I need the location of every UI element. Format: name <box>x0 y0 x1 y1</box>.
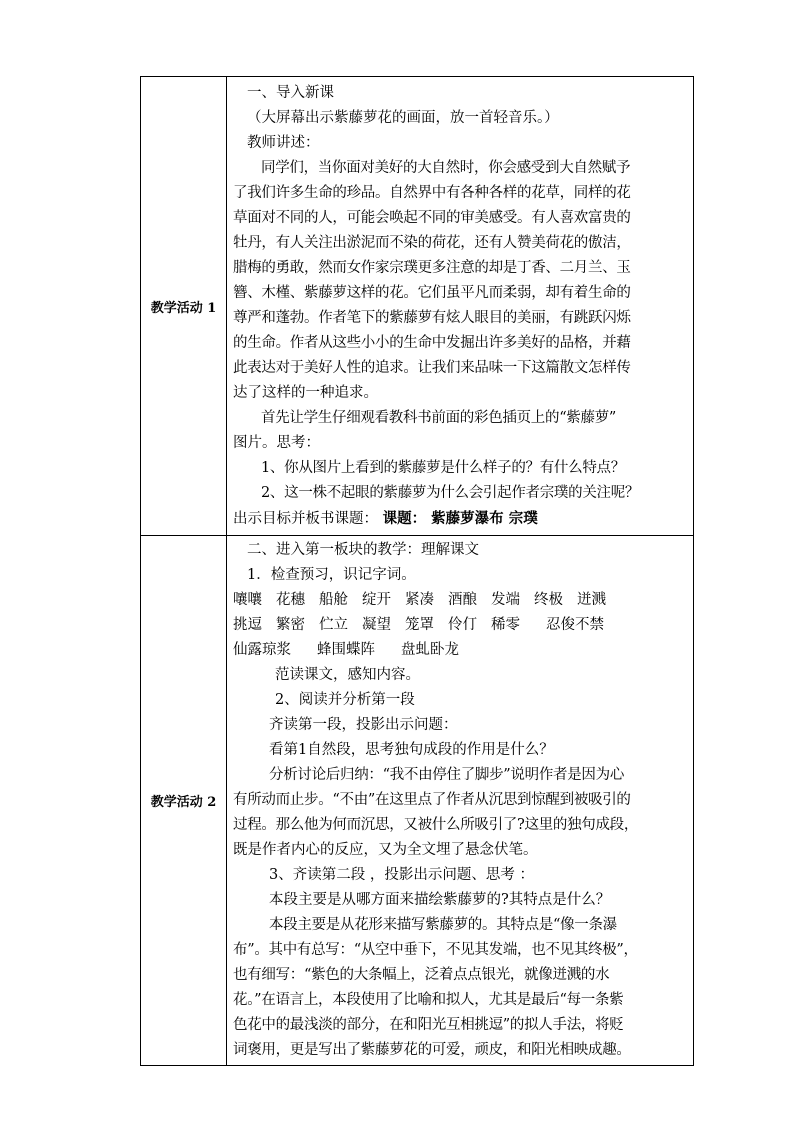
activity-label: 教学活动 2 <box>141 536 227 1066</box>
vocab-word: 嚷嚷 <box>233 592 262 608</box>
paragraph-line: 了我们许多生命的珍品。自然界中有各种各样的花草，同样的花 <box>233 184 631 201</box>
step-1: 1．检查预习，识记字词。 <box>247 567 416 583</box>
step-2-question: 看第1自然段，思考独句成段的作用是什么？ <box>269 742 554 758</box>
section-heading: 一、导入新课 <box>247 84 334 101</box>
question-2: 2、这一株不起眼的紫藤萝为什么会引起作者宗璞的关注呢？ <box>261 484 640 501</box>
vocab-row-1 <box>233 588 689 613</box>
vocab-word: 发端 <box>491 592 520 608</box>
paragraph-line: 草面对不同的人，可能会唤起不同的审美感受。有人喜欢富贵的 <box>233 209 631 226</box>
paragraph-line: 牡丹，有人关注出淤泥而不染的荷花，还有人赞美荷花的傲洁， <box>233 234 631 251</box>
vocab-row-2 <box>233 613 689 638</box>
question-1: 1、你从图片上看到的紫藤萝是什么样子的？有什么特点？ <box>261 459 625 476</box>
paragraph-line: 尊严和蓬勃。作者笔下的紫藤萝有炫人眼目的美丽，有跳跃闪烁 <box>233 309 631 326</box>
section-heading: 二、进入第一板块的教学：理解课文 <box>247 542 479 558</box>
vocab-word: 繁密 <box>276 617 305 633</box>
board-prefix: 出示目标并板书课题： <box>233 510 378 527</box>
step-2-read: 齐读第一段，投影出示问题： <box>269 717 458 733</box>
paragraph-line: 词褒用，更是写出了紫藤萝花的可爱，顽皮，和阳光相映成趣。 <box>233 1042 631 1058</box>
paragraph-line: 的生命。作者从这些小小的生命中发掘出许多美好的品格，并藉 <box>233 334 631 351</box>
vocab-word: 伫立 <box>319 617 348 633</box>
teacher-intro: 教师讲述： <box>247 134 320 151</box>
vocab-word: 仙露琼浆 <box>233 642 291 658</box>
vocab-word: 稀零 <box>491 617 520 633</box>
vocab-word: 盘虬卧龙 <box>401 642 459 658</box>
paragraph-line: 同学们，当你面对美好的大自然时，你会感受到大自然赋予 <box>261 159 631 176</box>
lesson-plan-table <box>140 76 694 1066</box>
vocab-word: 蜂围蝶阵 <box>317 642 375 658</box>
activity-content <box>227 536 694 1066</box>
vocab-word: 忍俊不禁 <box>546 617 604 633</box>
paragraph-line: 达了这样的一种追求。 <box>233 384 378 401</box>
vocab-word: 挑逗 <box>233 617 262 633</box>
table-row <box>141 536 694 1066</box>
paragraph-line: 既是作者内心的反应，又为全文埋了悬念伏笔。 <box>233 842 538 858</box>
activity-label: 教学活动 1 <box>141 77 227 536</box>
paragraph-line: 本段主要是从花形来描写紫藤萝的。其特点是“像一条瀑 <box>269 917 617 933</box>
paragraph-line: 分析讨论后归纳：“我不由停住了脚步”说明作者是因为心 <box>269 767 625 783</box>
paragraph-line: 花。”在语言上，本段使用了比喻和拟人，尤其是最后“每一条紫 <box>233 992 624 1008</box>
paragraph-line: 也有细写：“紫色的大条幅上，泛着点点银光，就像迸溅的水 <box>233 967 610 983</box>
step-3: 3、齐读第二段 ，投影出示问题、思考 ： <box>269 867 534 883</box>
paragraph-line: 簪、木槿、紫藤萝这样的花。它们虽平凡而柔弱，却有着生命的 <box>233 284 631 301</box>
vocab-word: 伶仃 <box>448 617 477 633</box>
vocab-word: 紧凑 <box>405 592 434 608</box>
paragraph-line: 有所动而止步。“不由”在这里点了作者从沉思到惊醒到被吸引的 <box>233 792 631 808</box>
vocab-word: 终极 <box>534 592 563 608</box>
paragraph-line: 过程。那么他为何而沉思，又被什么所吸引了?这里的独句成段， <box>233 817 639 833</box>
paragraph-line: 色花中的最浅淡的部分，在和阳光互相挑逗”的拟人手法，将贬 <box>233 1017 624 1033</box>
vocab-word: 酒酿 <box>448 592 477 608</box>
paragraph-line: 此表达对于美好人性的追求。让我们来品味一下这篇散文怎样传 <box>233 359 631 376</box>
vocab-word: 迸溅 <box>577 592 606 608</box>
vocab-word: 船舱 <box>319 592 348 608</box>
vocab-word: 凝望 <box>362 617 391 633</box>
step-2: 2、阅读并分析第一段 <box>275 692 415 708</box>
vocab-word: 花穗 <box>276 592 305 608</box>
board-title-line <box>233 506 689 532</box>
step-3-question: 本段主要是从哪方面来描绘紫藤萝的?其特点是什么？ <box>269 892 611 908</box>
lesson-title: 课题： 紫藤萝瀑布 宗璞 <box>382 509 538 527</box>
stage-note: （大屏幕出示紫藤萝花的画面，放一首轻音乐。） <box>247 109 559 126</box>
paragraph-line: 首先让学生仔细观看教科书前面的彩色插页上的“紫藤萝” <box>261 409 617 426</box>
paragraph-line: 腊梅的勇敢，然而女作家宗璞更多注意的却是丁香、二月兰、玉 <box>233 259 631 276</box>
vocab-word: 绽开 <box>362 592 391 608</box>
activity-content <box>227 77 694 536</box>
paragraph-line: 布”。其中有总写：“从空中垂下，不见其发端，也不见其终极”， <box>233 942 638 958</box>
vocab-word: 笼罩 <box>405 617 434 633</box>
table-row <box>141 77 694 536</box>
vocab-row-3 <box>233 638 689 663</box>
paragraph-line: 图片。思考： <box>233 434 320 451</box>
model-reading: 范读课文，感知内容。 <box>275 667 420 683</box>
